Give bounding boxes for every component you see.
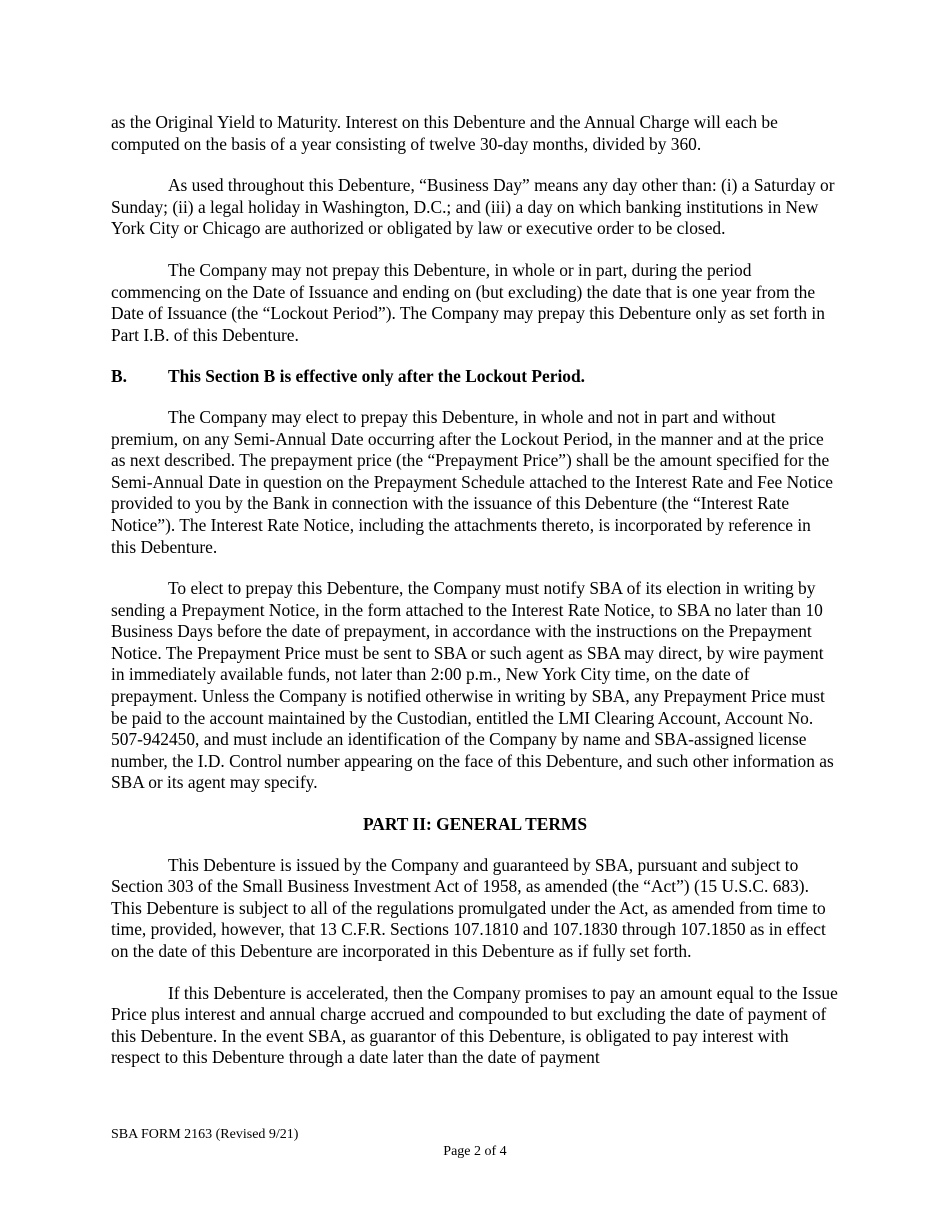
paragraph-acceleration: If this Debenture is accelerated, then the Company promises to pay an amount equal to the Issue Price plus interest and annual charge accrued and compounded to but excluding the date of payment of this Debenture. In the event SBA, as guarantor of this Debenture, is obligated to pay interest with respect to this Debenture through a date later than the date of payment: [111, 982, 838, 1068]
section-b-heading: [111, 366, 839, 388]
paragraph-yield-computation: as the Original Yield to Maturity. Interest on this Debenture and the Annual Charge will each be computed on the basis of a year consisting of twelve 30-day months, divided by 360.: [111, 112, 778, 154]
document-body: [111, 112, 839, 1089]
paragraph-prepayment-notice: To elect to prepay this Debenture, the Company must notify SBA of its election in writing by sending a Prepayment Notice, in the form attached to the Interest Rate Notice, to SBA no later than 10 Business Days before the date of prepayment, in accordance with the instructions on the Prepayment Notice. The Prepayment Price must be sent to SBA or such agent as SBA may direct, by wire payment in immediately available funds, not later than 2:00 p.m., New York City time, on the date of prepayment. Unless the Company is notified otherwise in writing by SBA, any Prepayment Price must be paid to the account maintained by the Custodian, entitled the LMI Clearing Account, Account No. 507-942450, and must include an identification of the Company by name and SBA-assigned license number, the I.D. Control number appearing on the face of this Debenture, and such other information as SBA or its agent may specify.: [111, 578, 834, 793]
paragraph-prepayment-price: The Company may elect to prepay this Debenture, in whole and not in part and without premium, on any Semi-Annual Date occurring after the Lockout Period, in the manner and at the price as next described. The prepayment price (the “Prepayment Price”) shall be the amount specified for the Semi-Annual Date in question on the Prepayment Schedule attached to the Interest Rate and Fee Notice provided to you by the Bank in connection with the issuance of this Debenture (the “Interest Rate Notice”). The Interest Rate Notice, including the attachments thereto, is incorporated by reference in this Debenture.: [111, 406, 833, 557]
footer-page-number: Page 2 of 4: [443, 1144, 507, 1159]
section-b-title: This Section B is effective only after the Lockout Period.: [168, 366, 586, 387]
paragraph-business-day: As used throughout this Debenture, “Business Day” means any day other than: (i) a Saturday or Sunday; (ii) a legal holiday in Washington, D.C.; and (iii) a day on which banking institutions in New York City or Chicago are authorized or obligated by law or executive order to be closed.: [111, 175, 835, 239]
paragraph-lockout-period: The Company may not prepay this Debenture, in whole or in part, during the period commencing on the Date of Issuance and ending on (but excluding) the date that is one year from the Date of Issuance (the “Lockout Period”). The Company may prepay this Debenture only as set forth in Part I.B. of this Debenture.: [111, 259, 825, 345]
section-b-letter: B.: [111, 366, 127, 387]
paragraph-sba-guarantee: This Debenture is issued by the Company and guaranteed by SBA, pursuant and subject to Section 303 of the Small Business Investment Act of 1958, as amended (the “Act”) (15 U.S.C. 683). This Debenture is subject to all of the regulations promulgated under the Act, as amended from time to time, provided, however, that 13 C.F.R. Sections 107.1810 and 107.1830 through 107.1850 as in effect on the date of this Debenture are incorporated in this Debenture as if fully set forth.: [111, 854, 826, 961]
part-ii-heading: PART II: GENERAL TERMS: [362, 814, 588, 835]
footer-form-number: SBA FORM 2163 (Revised 9/21): [111, 1127, 299, 1142]
